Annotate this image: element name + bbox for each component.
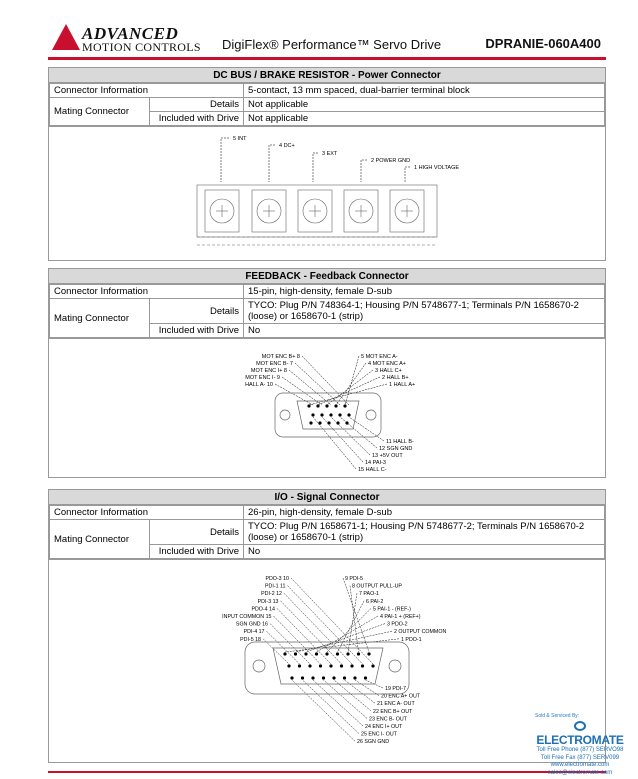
pin-leader — [288, 586, 363, 664]
pin-label: MOT ENC B- 7 — [256, 361, 293, 367]
pin-label: 23 ENC B- OUT — [369, 716, 407, 723]
pin-dot — [311, 676, 314, 679]
distributor-name-text: ELECTROMATE — [536, 733, 624, 747]
pin-dot — [319, 664, 322, 667]
value-cell: 26-pin, high-density, female D-sub — [244, 506, 605, 520]
distributor-stamp — [535, 713, 625, 777]
pin-label: 1 PDO-1 — [401, 636, 422, 643]
value-cell: TYCO: Plug P/N 748364-1; Housing P/N 5748677-1; Terminals P/N 1658670-2 (loose) or 1658670-1 (strip) — [244, 299, 605, 324]
label-cell: Connector Information — [50, 84, 244, 98]
pin-leader — [277, 608, 331, 664]
distributor-fax: Toll Free Fax (877) SERV099 — [540, 754, 620, 761]
section-title: I/O - Signal Connector — [49, 490, 605, 505]
pin-label: 14 PAI-3 — [365, 460, 386, 466]
pin-leader — [292, 680, 355, 741]
value-cell: TYCO: Plug P/N 1658671-1; Housing P/N 5748677-2; Terminals P/N 1658670-2 (loose) or 1658670-1 (strip) — [244, 520, 605, 545]
label-cell: Included with Drive — [150, 545, 244, 559]
pin-label: 19 PDI-7 — [385, 686, 406, 692]
pin-label: 2 OUTPUT COMMON — [394, 629, 447, 636]
pin-dot — [325, 652, 328, 655]
pin-leader — [296, 631, 393, 652]
pin-label: PDI-1 11 — [264, 583, 286, 590]
label-cell: Mating Connector — [50, 520, 150, 559]
pin-leader — [267, 631, 300, 664]
feedback-connector-diagram — [49, 338, 605, 481]
product-name: DigiFlex® Performance™ Servo Drive — [222, 37, 442, 52]
terminal-block-svg — [49, 127, 605, 268]
label-cell: Connector Information — [50, 506, 244, 520]
pin-label: 12 SGN GND — [379, 446, 413, 452]
spec-table — [49, 505, 605, 559]
logo-triangle-icon — [52, 24, 80, 50]
label-cell: Mating Connector — [50, 98, 150, 126]
pin-label: PDI-2 12 — [261, 591, 282, 598]
pin-leader — [303, 680, 360, 734]
pin-label: 5 PAI-1 - (REF-) — [373, 606, 411, 613]
value-cell: Not applicable — [244, 98, 605, 112]
pin-label: 3 HALL C+ — [375, 368, 402, 374]
pin-label: 4 DC+ — [279, 143, 295, 149]
pin-leader — [345, 680, 376, 703]
label-cell: Mating Connector — [50, 299, 150, 338]
pin-dot — [304, 652, 307, 655]
pin-dot — [371, 664, 374, 667]
pin-leader — [285, 639, 399, 652]
pin-label: 2 HALL B+ — [382, 375, 409, 381]
pin-label: 13 +5V OUT — [372, 453, 403, 459]
pin-dot — [283, 652, 286, 655]
sold-by-label: Sold & Serviced By: — [535, 713, 580, 719]
section-title: FEEDBACK - Feedback Connector — [49, 269, 605, 284]
pin-dot — [361, 664, 364, 667]
pin-dot — [367, 652, 370, 655]
pin-dot — [332, 676, 335, 679]
pin-label: PDI-4 17 — [243, 629, 265, 636]
company-logo — [52, 22, 212, 54]
pin-dot — [298, 664, 301, 667]
pin-dot — [364, 676, 367, 679]
model-number: DPRANIE-060A400 — [485, 36, 601, 51]
pin-label: PDO-3 10 — [265, 576, 289, 582]
pin-label: MOT ENC B+ 8 — [261, 354, 300, 360]
pin-label: 25 ENC I- OUT — [361, 731, 397, 738]
pin-dot — [301, 676, 304, 679]
pin-label: 2 POWER GND — [371, 158, 411, 164]
pin-label: 3 EXT — [322, 151, 338, 157]
pin-label: 22 ENC B+ OUT — [373, 708, 413, 715]
label-cell: Details — [150, 520, 244, 545]
pin-label: 15 HALL C- — [358, 467, 387, 473]
value-cell: Not applicable — [244, 112, 605, 126]
label-cell: Details — [150, 98, 244, 112]
pin-dot — [308, 664, 311, 667]
terminal-block-diagram — [49, 126, 605, 267]
electromate-logo-icon — [574, 721, 586, 731]
label-cell: Connector Information — [50, 285, 244, 299]
distributor-phone: Toll Free Phone (877) SERVO98 — [536, 747, 624, 753]
pin-label: PDI-3 13 — [257, 598, 279, 605]
value-cell: 5-contact, 13 mm spaced, dual-barrier terminal block — [244, 84, 605, 98]
pin-label: 5 MOT ENC A- — [361, 354, 398, 360]
pin-label: 20 ENC A+ OUT — [381, 693, 421, 700]
pin-label: 26 SGN GND — [357, 739, 390, 746]
logo-text-line1: ADVANCED — [82, 24, 179, 43]
pin-dot — [315, 652, 318, 655]
pin-label: 7 PAO-1 — [359, 591, 379, 598]
footer-rule — [48, 771, 606, 773]
pin-label: MOT ENC I+ 8 — [250, 368, 287, 374]
pin-label: 1 HALL A+ — [389, 382, 416, 388]
pin-label: 4 PAI-1 + (REF+) — [380, 614, 421, 620]
feedback-section — [48, 268, 606, 478]
distributor-web[interactable]: www.electromate.com — [550, 762, 610, 768]
pin-leader — [317, 616, 379, 652]
dsub-26-svg — [49, 560, 605, 767]
pin-dot — [353, 676, 356, 679]
spec-table — [49, 83, 605, 126]
logo-text-line2: MOTION CONTROLS — [82, 40, 201, 54]
pin-label: 9 PDI-5 — [345, 576, 363, 582]
pin-label: 4 MOT ENC A+ — [368, 361, 406, 367]
pin-label: 3 PDO-2 — [387, 621, 408, 628]
pin-leader — [270, 624, 310, 664]
pin-leader — [324, 680, 368, 718]
pin-dot — [290, 676, 293, 679]
pin-label: 6 PAI-2 — [366, 598, 384, 605]
pin-dot — [294, 652, 297, 655]
pin-label: 21 ENC A- OUT — [377, 701, 415, 708]
label-cell: Included with Drive — [150, 324, 244, 338]
pin-leader — [274, 616, 321, 664]
pin-dot — [357, 652, 360, 655]
dsub-15-svg — [49, 339, 605, 482]
section-title: DC BUS / BRAKE RESISTOR - Power Connector — [49, 68, 605, 83]
pin-dot — [340, 664, 343, 667]
spec-table — [49, 284, 605, 338]
io-connector-diagram — [49, 559, 605, 766]
pin-dot — [287, 664, 290, 667]
label-cell: Included with Drive — [150, 112, 244, 126]
value-cell: 15-pin, high-density, female D-sub — [244, 285, 605, 299]
pin-label: SGN GND 16 — [235, 621, 268, 628]
pin-dot — [329, 664, 332, 667]
pin-dot — [322, 676, 325, 679]
distributor-email[interactable]: sales@electromate.com — [547, 769, 613, 776]
value-cell: No — [244, 545, 605, 559]
pin-dot — [336, 652, 339, 655]
pin-dot — [343, 676, 346, 679]
distributor-name — [535, 719, 625, 747]
pin-dot — [350, 664, 353, 667]
pin-label: HALL A- 10 — [245, 382, 273, 388]
label-cell: Details — [150, 299, 244, 324]
pin-leader — [334, 680, 371, 711]
dc-bus-section — [48, 67, 606, 261]
pin-label: 1 HIGH VOLTAGE — [414, 165, 460, 171]
pin-label: INPUT COMMON 15 — [222, 614, 272, 620]
header-rule — [48, 57, 606, 60]
pin-label: PDI-5 18 — [240, 636, 261, 643]
pin-label: MOT ENC I- 9 — [245, 375, 280, 381]
page-header — [0, 0, 638, 60]
pin-label: 5 INT — [233, 136, 247, 142]
pin-leader — [313, 680, 363, 726]
pin-label: PDO-4 14 — [251, 606, 275, 613]
pin-dot — [346, 652, 349, 655]
pin-label: 8 OUTPUT PULL-UP — [352, 583, 402, 590]
value-cell: No — [244, 324, 605, 338]
io-section — [48, 489, 606, 763]
pin-label: 24 ENC I+ OUT — [365, 724, 403, 730]
pin-label: 11 HALL B- — [386, 439, 414, 445]
